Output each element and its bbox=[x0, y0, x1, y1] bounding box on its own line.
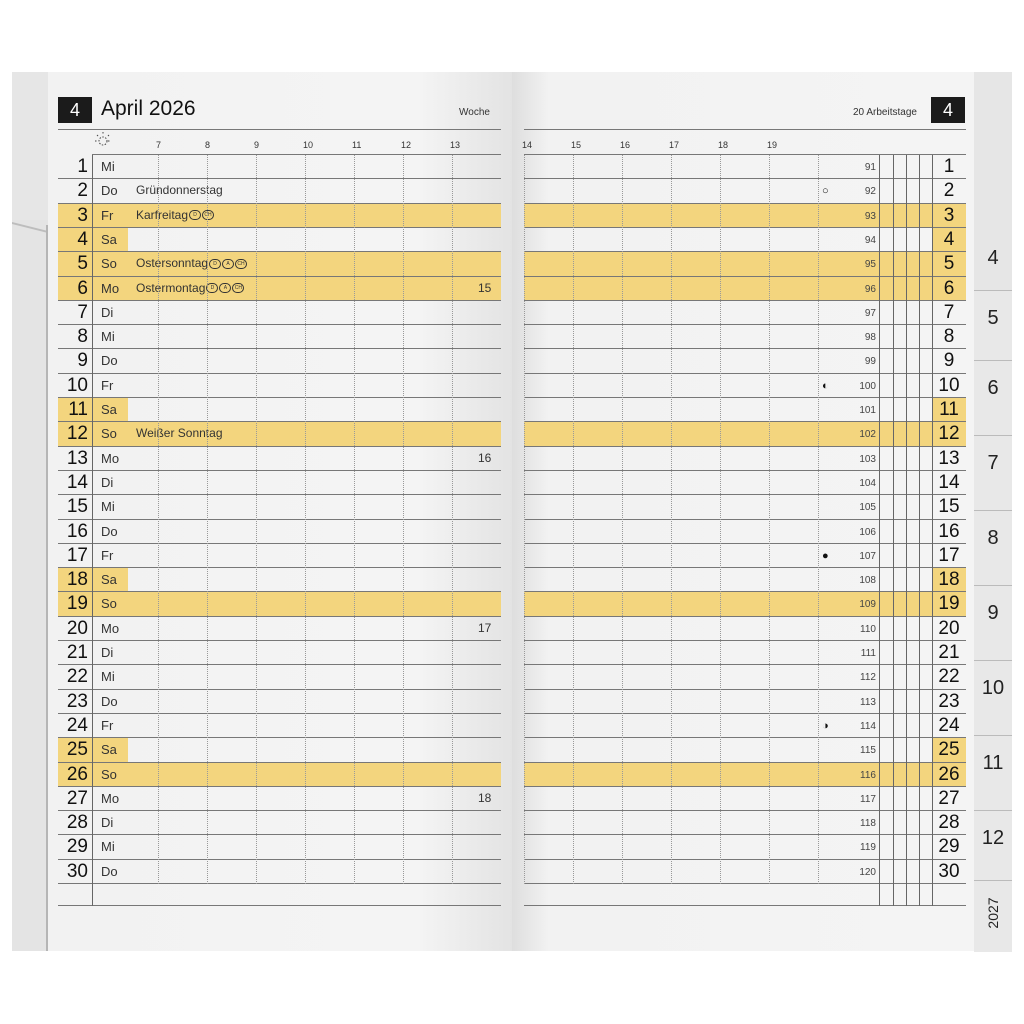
row-line bbox=[58, 664, 501, 665]
weekday: Do bbox=[101, 863, 118, 879]
month-tab-label: 12 bbox=[981, 827, 1005, 849]
holiday-name bbox=[136, 179, 223, 202]
day-number: 21 bbox=[66, 642, 88, 663]
hour-line bbox=[671, 155, 672, 884]
region-badge: D bbox=[206, 283, 218, 293]
day-number: 27 bbox=[66, 787, 88, 809]
hour-label: 13 bbox=[450, 140, 461, 150]
weekday: Mo bbox=[101, 280, 120, 296]
weekday: Mo bbox=[101, 450, 120, 466]
week-number: 18 bbox=[478, 790, 492, 805]
day-number-right: 12 bbox=[938, 423, 960, 445]
row-line bbox=[58, 786, 501, 787]
row-line-right bbox=[524, 300, 966, 301]
month-tab-label: 11 bbox=[982, 752, 1004, 774]
row-line-right bbox=[524, 713, 966, 714]
day-of-year: 108 bbox=[859, 575, 876, 587]
row-line bbox=[58, 373, 501, 374]
day-number: 19 bbox=[66, 593, 88, 615]
hour-line bbox=[452, 155, 453, 884]
day-number-right: 28 bbox=[938, 812, 960, 834]
day-number-right: 17 bbox=[938, 544, 960, 566]
day-number-right: 29 bbox=[938, 836, 960, 858]
region-badge: CH bbox=[232, 283, 244, 293]
holiday-text: Gründonnerstag bbox=[136, 183, 223, 198]
row-line-right bbox=[524, 664, 966, 665]
weekday: Fr bbox=[101, 717, 114, 733]
col-separator bbox=[92, 155, 93, 906]
weekday: Di bbox=[101, 815, 114, 831]
check-column-line bbox=[893, 155, 894, 906]
day-highlight-right bbox=[524, 763, 966, 787]
day-number-right: 16 bbox=[938, 520, 960, 542]
day-number-right: 30 bbox=[938, 860, 960, 882]
day-number: 1 bbox=[77, 156, 88, 177]
weekday: Sa bbox=[101, 402, 117, 417]
weekday: Do bbox=[101, 353, 118, 369]
day-of-year: 100 bbox=[859, 380, 876, 392]
hour-line bbox=[158, 155, 159, 884]
day-of-year: 110 bbox=[860, 623, 876, 635]
month-number-badge: 4 bbox=[58, 97, 92, 123]
hour-label: 17 bbox=[669, 140, 680, 150]
day-number-right: 18 bbox=[938, 569, 960, 591]
day-of-year: 119 bbox=[860, 842, 876, 854]
day-of-year: 93 bbox=[864, 210, 876, 222]
hour-label: 10 bbox=[303, 140, 314, 150]
day-highlight bbox=[58, 204, 501, 228]
day-number: 6 bbox=[77, 277, 88, 299]
header-rule-left bbox=[58, 129, 501, 130]
hour-label: 12 bbox=[401, 140, 412, 150]
weekday: Sa bbox=[101, 572, 117, 588]
day-number: 15 bbox=[66, 496, 88, 518]
row-line bbox=[58, 300, 501, 301]
day-number: 4 bbox=[77, 228, 88, 250]
day-number: 12 bbox=[66, 423, 88, 445]
day-of-year: 120 bbox=[859, 866, 876, 878]
weekday: Sa bbox=[101, 742, 117, 758]
day-of-year: 107 bbox=[859, 550, 876, 562]
row-line-right bbox=[524, 640, 966, 641]
day-number-right: 25 bbox=[938, 739, 960, 761]
month-tab-label: 8 bbox=[987, 527, 999, 549]
weekday: Mi bbox=[101, 329, 115, 345]
day-number-right: 13 bbox=[938, 447, 960, 469]
row-line-right bbox=[524, 810, 966, 811]
sunrise-icon bbox=[92, 130, 114, 150]
workdays-label: 20 Arbeitstage bbox=[853, 107, 917, 118]
row-line-right bbox=[524, 373, 966, 374]
day-number-right: 19 bbox=[938, 593, 960, 615]
day-number-right: 26 bbox=[938, 763, 960, 785]
bottom-rule-left bbox=[58, 905, 501, 906]
weekday: Mi bbox=[101, 839, 115, 855]
row-line bbox=[58, 883, 501, 884]
day-number: 10 bbox=[66, 374, 88, 396]
weekday: Do bbox=[101, 183, 118, 199]
weekday: Fr bbox=[101, 547, 114, 563]
hour-line bbox=[256, 155, 257, 884]
weekday: Di bbox=[101, 645, 114, 660]
day-number: 25 bbox=[66, 739, 88, 761]
holiday-text: Weißer Sonntag bbox=[136, 426, 223, 441]
region-badge: A bbox=[219, 283, 231, 293]
row-line bbox=[58, 348, 501, 349]
row-line-right bbox=[524, 883, 966, 884]
header-rule-right-2 bbox=[524, 154, 966, 155]
hour-line bbox=[622, 155, 623, 884]
holiday-text: Ostersonntag bbox=[136, 256, 209, 271]
year-tab-label: 2027 bbox=[985, 897, 1001, 929]
day-of-year: 112 bbox=[860, 672, 876, 684]
day-of-year: 98 bbox=[864, 332, 876, 344]
day-number-right: 3 bbox=[943, 204, 955, 226]
row-line-right bbox=[524, 348, 966, 349]
check-column-line bbox=[932, 155, 933, 906]
month-tab-label: 7 bbox=[987, 452, 999, 474]
weekday: So bbox=[101, 766, 117, 782]
bottom-rule-right bbox=[524, 905, 966, 906]
weekday: Fr bbox=[101, 207, 114, 223]
day-of-year: 97 bbox=[864, 307, 876, 319]
day-highlight-right bbox=[524, 592, 966, 616]
hour-line bbox=[207, 155, 208, 884]
day-number: 30 bbox=[66, 860, 88, 882]
month-tab-label: 6 bbox=[987, 377, 999, 399]
check-column-line bbox=[879, 155, 880, 906]
day-of-year: 96 bbox=[864, 283, 876, 295]
row-line bbox=[58, 640, 501, 641]
region-badge: D bbox=[209, 259, 221, 269]
cover-flap bbox=[12, 220, 48, 951]
hour-line bbox=[403, 155, 404, 884]
row-line bbox=[58, 713, 501, 714]
row-line-right bbox=[524, 470, 966, 471]
day-number-right: 21 bbox=[938, 642, 960, 663]
day-number: 2 bbox=[77, 180, 88, 202]
hour-line bbox=[354, 155, 355, 884]
weekday: Mi bbox=[101, 159, 115, 174]
month-title: April 2026 bbox=[101, 97, 196, 120]
day-of-year: 116 bbox=[860, 769, 876, 781]
day-of-year: 106 bbox=[859, 526, 876, 538]
day-number-right: 1 bbox=[943, 156, 955, 177]
day-number: 5 bbox=[77, 253, 88, 275]
day-of-year: 117 bbox=[860, 793, 876, 805]
row-line-right bbox=[524, 178, 966, 179]
row-line-right bbox=[524, 616, 966, 617]
row-line-right bbox=[524, 543, 966, 544]
holiday-name bbox=[136, 277, 244, 300]
row-line bbox=[58, 178, 501, 179]
day-of-year: 109 bbox=[859, 599, 876, 611]
hour-line bbox=[769, 155, 770, 884]
day-number-right: 7 bbox=[943, 301, 955, 323]
hour-label: 9 bbox=[254, 140, 260, 150]
weekday: Mo bbox=[101, 620, 120, 636]
day-number: 14 bbox=[66, 471, 88, 493]
day-of-year: 95 bbox=[864, 259, 876, 271]
moon-phase-icon: ● bbox=[822, 549, 829, 562]
weekday: Do bbox=[101, 523, 118, 539]
check-column-line bbox=[906, 155, 907, 906]
row-line bbox=[58, 834, 501, 835]
row-line bbox=[58, 519, 501, 520]
hour-line bbox=[573, 155, 574, 884]
day-highlight-right bbox=[524, 422, 966, 446]
day-number: 20 bbox=[66, 617, 88, 639]
day-highlight bbox=[58, 252, 501, 276]
day-number-right: 15 bbox=[938, 496, 960, 518]
weekday: Mo bbox=[101, 790, 120, 806]
holiday-text: Karfreitag bbox=[136, 207, 189, 222]
day-of-year: 101 bbox=[859, 405, 876, 416]
day-number: 22 bbox=[66, 666, 88, 688]
day-of-year: 113 bbox=[860, 696, 876, 708]
row-line-right bbox=[524, 397, 966, 398]
day-number-right: 5 bbox=[943, 253, 955, 275]
region-badge: A bbox=[222, 259, 234, 269]
day-of-year: 114 bbox=[860, 720, 876, 732]
day-number-right: 2 bbox=[943, 180, 955, 202]
header-rule-left-2 bbox=[92, 154, 501, 155]
row-line bbox=[58, 810, 501, 811]
weekday: So bbox=[101, 596, 117, 612]
day-number-right: 10 bbox=[938, 374, 960, 396]
row-line bbox=[58, 689, 501, 690]
weekday: Mi bbox=[101, 669, 115, 685]
header-rule-right bbox=[524, 129, 966, 130]
day-highlight bbox=[58, 592, 501, 616]
row-line bbox=[58, 324, 501, 325]
row-line-right bbox=[524, 494, 966, 495]
hour-line bbox=[818, 155, 819, 884]
weekday: Do bbox=[101, 693, 118, 709]
region-badge: D bbox=[189, 210, 201, 220]
day-highlight bbox=[58, 763, 501, 787]
row-line bbox=[58, 494, 501, 495]
day-number: 13 bbox=[66, 447, 88, 469]
row-line-right bbox=[524, 567, 966, 568]
day-number: 16 bbox=[66, 520, 88, 542]
day-number-right: 22 bbox=[938, 666, 960, 688]
week-label: Woche bbox=[459, 107, 490, 118]
weekday: Di bbox=[101, 474, 114, 490]
hour-line bbox=[305, 155, 306, 884]
row-line bbox=[58, 616, 501, 617]
hour-label: 8 bbox=[205, 140, 211, 150]
region-badge: CH bbox=[235, 259, 247, 269]
holiday-text: Ostermontag bbox=[136, 280, 206, 295]
row-line-right bbox=[524, 446, 966, 447]
day-number: 24 bbox=[66, 714, 88, 736]
day-of-year: 118 bbox=[860, 818, 876, 830]
day-of-year: 105 bbox=[859, 502, 876, 514]
day-number: 18 bbox=[66, 569, 88, 591]
weekday: So bbox=[101, 256, 117, 272]
row-line-right bbox=[524, 324, 966, 325]
day-number-right: 8 bbox=[943, 326, 955, 348]
day-of-year: 91 bbox=[864, 162, 876, 173]
row-line-right bbox=[524, 689, 966, 690]
check-column-line bbox=[919, 155, 920, 906]
row-line-right bbox=[524, 519, 966, 520]
day-highlight bbox=[58, 422, 501, 446]
day-highlight-right bbox=[524, 277, 966, 301]
weekday: Di bbox=[101, 304, 114, 320]
month-tab-label: 5 bbox=[987, 307, 999, 329]
day-of-year: 103 bbox=[859, 453, 876, 465]
week-number: 17 bbox=[478, 620, 492, 635]
day-of-year: 104 bbox=[859, 477, 876, 489]
row-line-right bbox=[524, 737, 966, 738]
day-number: 28 bbox=[66, 812, 88, 834]
week-number: 15 bbox=[478, 280, 492, 295]
hour-line bbox=[524, 155, 525, 884]
day-of-year: 102 bbox=[859, 429, 876, 441]
moon-phase-icon: ○ bbox=[822, 185, 829, 198]
hour-label: 11 bbox=[352, 140, 362, 150]
hour-label: 19 bbox=[767, 140, 778, 150]
day-number-right: 6 bbox=[943, 277, 955, 299]
day-of-year: 99 bbox=[864, 356, 876, 368]
holiday-name bbox=[136, 252, 247, 275]
day-number-right: 27 bbox=[938, 787, 960, 809]
row-line bbox=[58, 470, 501, 471]
week-number: 16 bbox=[478, 450, 492, 465]
row-line-right bbox=[524, 786, 966, 787]
hour-line bbox=[720, 155, 721, 884]
day-number: 29 bbox=[66, 836, 88, 858]
day-highlight-right bbox=[524, 252, 966, 276]
day-of-year: 94 bbox=[864, 234, 876, 246]
day-number: 8 bbox=[77, 326, 88, 348]
holiday-name bbox=[136, 422, 223, 445]
month-tab-label: 4 bbox=[987, 247, 999, 269]
day-number-right: 14 bbox=[938, 471, 960, 493]
day-number-right: 9 bbox=[943, 350, 955, 372]
weekday: Sa bbox=[101, 231, 117, 247]
day-number: 17 bbox=[66, 544, 88, 566]
month-tab-label: 9 bbox=[987, 602, 999, 624]
hour-label: 16 bbox=[620, 140, 631, 150]
day-number-right: 24 bbox=[938, 714, 960, 736]
region-badge: CH bbox=[202, 210, 214, 220]
day-number: 11 bbox=[68, 399, 88, 420]
row-line bbox=[58, 859, 501, 860]
day-of-year: 115 bbox=[860, 745, 876, 757]
row-line-right bbox=[524, 834, 966, 835]
hour-label: 14 bbox=[522, 140, 533, 150]
row-line-right bbox=[524, 227, 966, 228]
moon-phase-icon: ◐ bbox=[822, 379, 829, 392]
day-number: 9 bbox=[77, 350, 88, 372]
day-number: 23 bbox=[66, 690, 88, 712]
day-number-right: 11 bbox=[939, 399, 959, 420]
day-highlight bbox=[58, 277, 501, 301]
hour-label: 15 bbox=[571, 140, 582, 150]
day-number-right: 20 bbox=[938, 617, 960, 639]
day-number: 3 bbox=[77, 204, 88, 226]
day-of-year: 111 bbox=[860, 648, 876, 659]
day-number: 7 bbox=[77, 301, 88, 323]
weekday: Mi bbox=[101, 499, 115, 515]
hour-label: 7 bbox=[156, 140, 162, 150]
month-tab-label: 10 bbox=[981, 677, 1005, 699]
hour-label: 18 bbox=[718, 140, 729, 150]
moon-phase-icon: ◑ bbox=[822, 719, 829, 732]
weekday: Fr bbox=[101, 377, 114, 393]
month-number-badge-right: 4 bbox=[931, 97, 965, 123]
row-line bbox=[58, 446, 501, 447]
day-number-right: 23 bbox=[938, 690, 960, 712]
day-number: 26 bbox=[66, 763, 88, 785]
day-number-right: 4 bbox=[943, 228, 955, 250]
row-line bbox=[58, 543, 501, 544]
holiday-name bbox=[136, 204, 214, 227]
day-highlight-right bbox=[524, 204, 966, 228]
row-line-right bbox=[524, 859, 966, 860]
weekday: So bbox=[101, 426, 117, 442]
day-of-year: 92 bbox=[864, 186, 876, 198]
